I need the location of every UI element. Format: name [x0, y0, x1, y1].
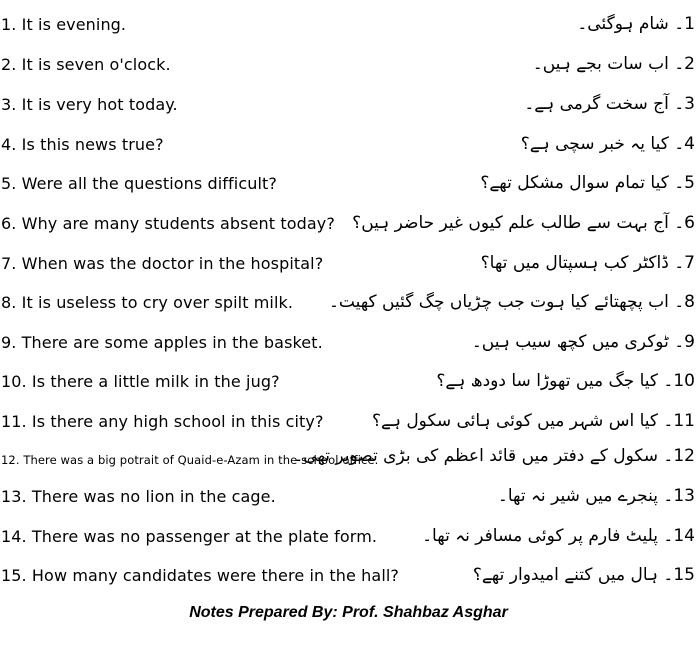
english-sentence: 6. Why are many students absent today?	[1, 214, 335, 233]
sentence-row-14	[0, 518, 697, 554]
english-sentence: 5. Were all the questions difficult?	[1, 174, 277, 193]
english-sentence: 11. Is there any high school in this city?	[1, 412, 324, 431]
sentence-row-3	[0, 86, 697, 122]
english-sentence: 10. Is there a little milk in the jug?	[1, 372, 280, 391]
urdu-sentence: 5۔ کیا تمام سوال مشکل تھے؟	[480, 173, 695, 193]
english-sentence: 13. There was no lion in the cage.	[1, 487, 276, 506]
urdu-sentence: 12۔ سکول کے دفتر میں قائد اعظم کی بڑی تصویر تھی۔	[293, 446, 695, 466]
english-sentence: 8. It is useless to cry over spilt milk.	[1, 293, 294, 312]
sentence-row-15	[0, 557, 697, 593]
english-sentence: 3. It is very hot today.	[1, 95, 178, 114]
english-sentence: 12. There was a big potrait of Quaid-e-Azam in the school office.	[1, 453, 379, 467]
urdu-sentence: 10۔ کیا جگ میں تھوڑا سا دودھ ہے؟	[436, 371, 695, 391]
urdu-sentence: 8۔ اب پچھتائے کیا ہوت جب چڑیاں چگ گئیں کھیت۔	[328, 292, 695, 312]
urdu-sentence: 7۔ ڈاکٹر کب ہسپتال میں تھا؟	[480, 253, 695, 273]
urdu-sentence: 3۔ آج سخت گرمی ہے۔	[524, 94, 695, 114]
urdu-sentence: 13۔ پنجرے میں شیر نہ تھا۔	[497, 486, 695, 506]
sentence-row-5	[0, 165, 697, 201]
sentence-row-11	[0, 403, 697, 439]
english-sentence: 7. When was the doctor in the hospital?	[1, 254, 324, 273]
sentence-row-10	[0, 363, 697, 399]
sentence-row-4	[0, 126, 697, 162]
english-sentence: 2. It is seven o'clock.	[1, 55, 171, 74]
sentence-row-8	[0, 284, 697, 320]
english-sentence: 15. How many candidates were there in the hall?	[1, 566, 399, 585]
notes-credit-footer: Notes Prepared By: Prof. Shahbaz Asghar	[189, 604, 508, 621]
urdu-sentence: 1۔ شام ہوگئی۔	[577, 14, 695, 34]
urdu-sentence: 6۔ آج بہت سے طالب علم کیوں غیر حاضر ہیں؟	[352, 213, 695, 233]
urdu-sentence: 9۔ ٹوکری میں کچھ سیب ہیں۔	[471, 332, 695, 352]
urdu-sentence: 2۔ اب سات بجے ہیں۔	[532, 54, 695, 74]
sentence-row-2	[0, 46, 697, 82]
sentence-row-13	[0, 478, 697, 514]
sentence-row-1	[0, 6, 697, 42]
urdu-sentence: 15۔ ہال میں کتنے امیدوار تھے؟	[472, 565, 695, 585]
sentence-row-9	[0, 324, 697, 360]
sentence-row-6	[0, 205, 697, 241]
sentence-row-7	[0, 245, 697, 281]
english-sentence: 9. There are some apples in the basket.	[1, 333, 323, 352]
sentence-row-12	[0, 438, 697, 474]
urdu-sentence: 4۔ کیا یہ خبر سچی ہے؟	[520, 134, 695, 154]
urdu-sentence: 14۔ پلیٹ فارم پر کوئی مسافر نہ تھا۔	[422, 526, 695, 546]
english-sentence: 1. It is evening.	[1, 15, 127, 34]
english-sentence: 14. There was no passenger at the plate form.	[1, 527, 378, 546]
urdu-sentence: 11۔ کیا اس شہر میں کوئی ہائی سکول ہے؟	[371, 411, 695, 431]
english-sentence: 4. Is this news true?	[1, 135, 164, 154]
